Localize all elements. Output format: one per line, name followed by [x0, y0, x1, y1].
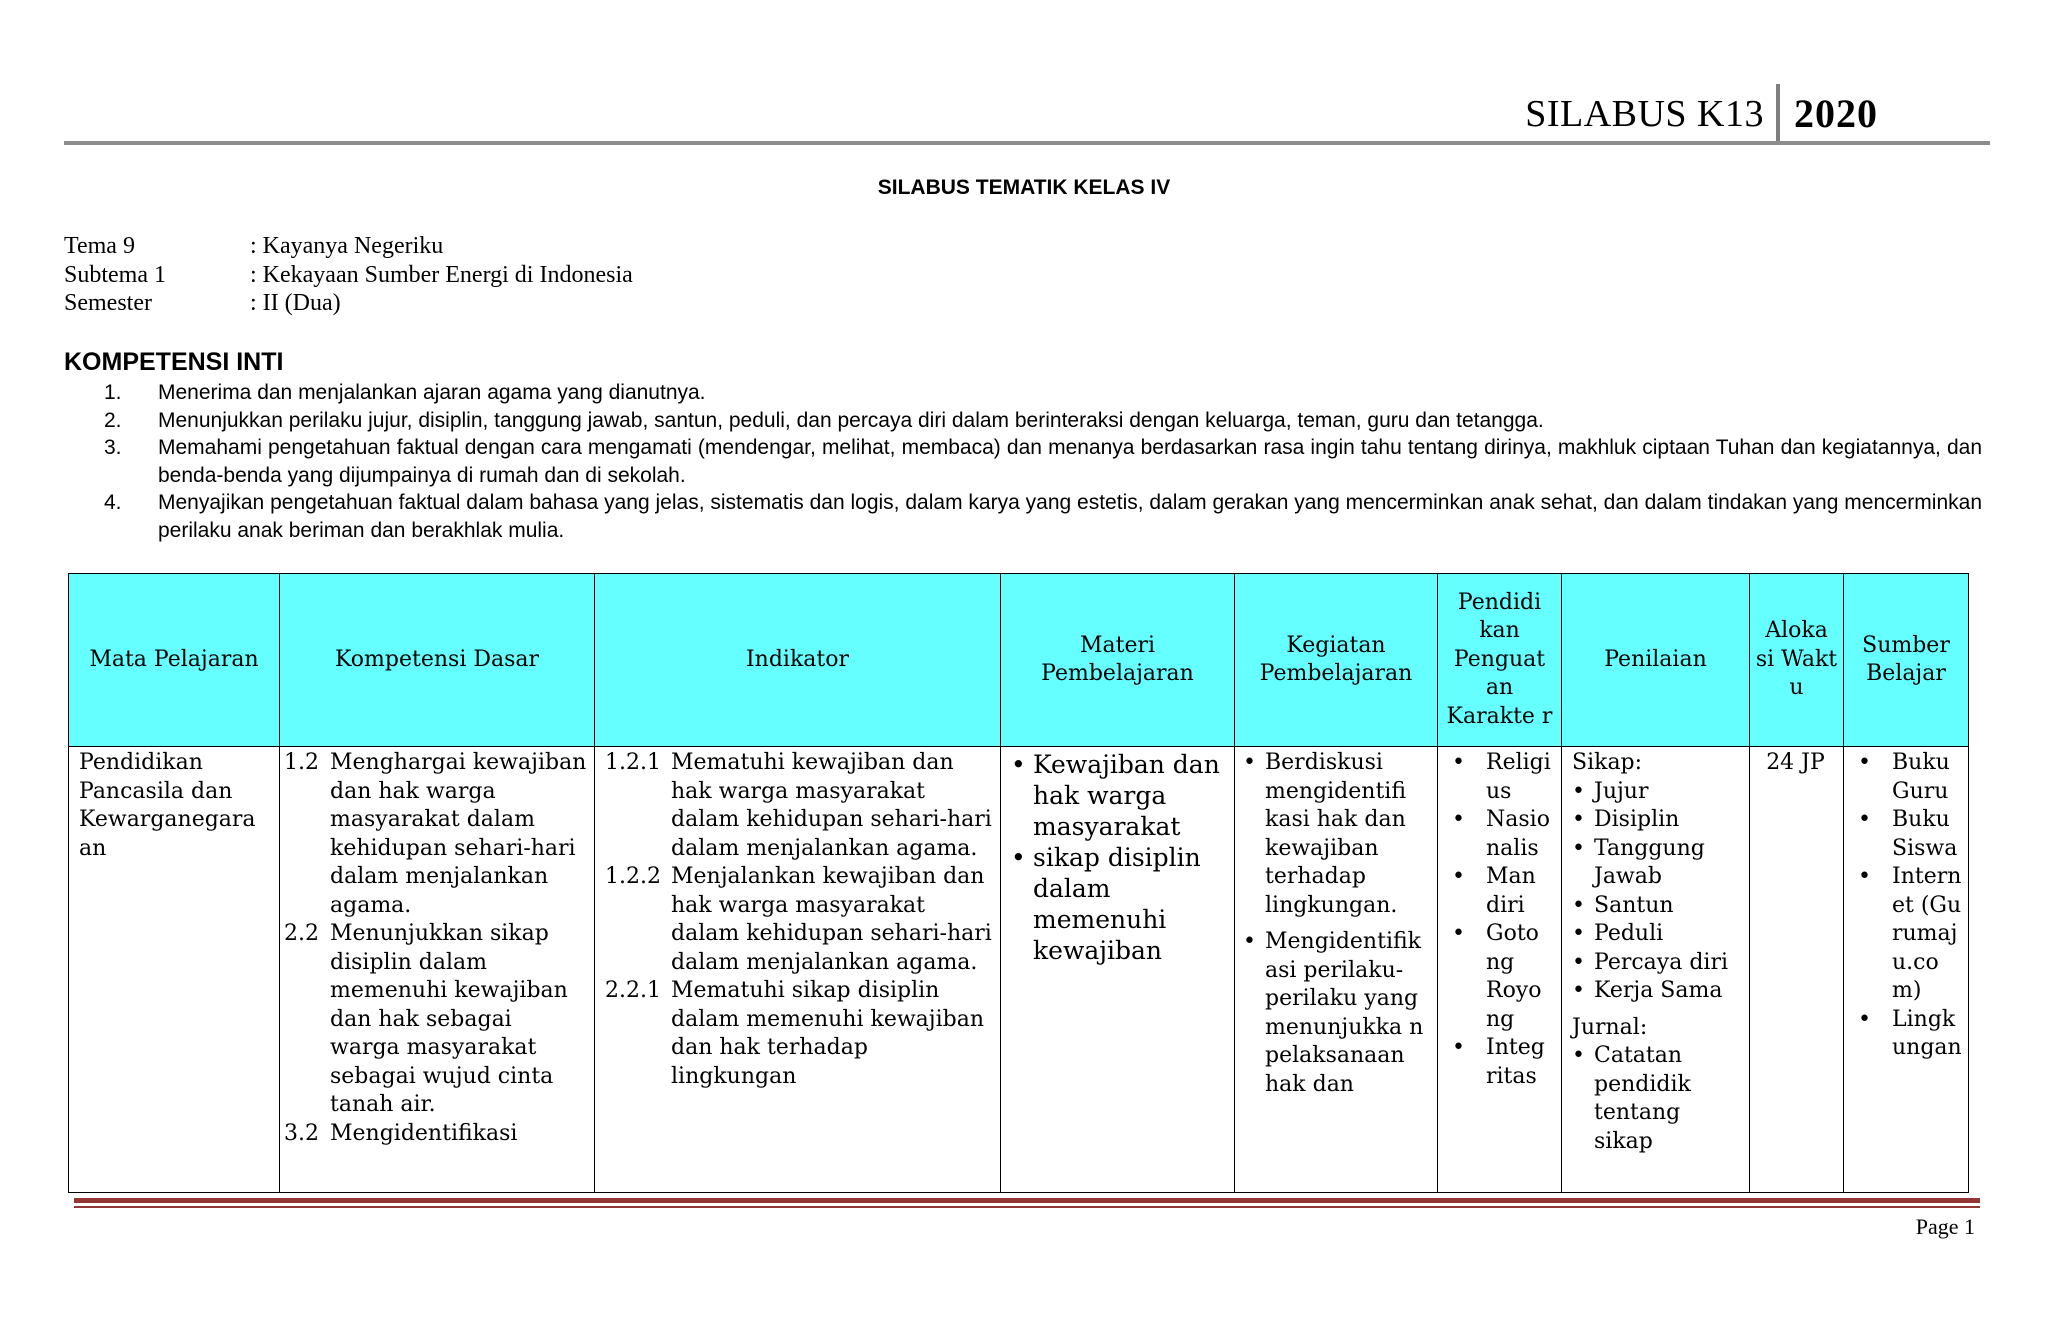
list-item-number: 1.2 — [284, 750, 319, 775]
list-item — [1858, 749, 1962, 806]
document-meta — [64, 232, 633, 318]
list-item — [1572, 778, 1743, 807]
list-item-text: Goto ng Royo ng — [1486, 921, 1542, 1032]
meta-row-subtema — [64, 261, 633, 290]
list-item-number: 2. — [104, 408, 122, 432]
bullet-icon: • — [1572, 1043, 1585, 1068]
list-item-text: Lingkungan — [1892, 1006, 1962, 1060]
bullet-icon: • — [1452, 921, 1465, 946]
page-header — [1525, 84, 1878, 144]
bullet-icon: • — [1858, 750, 1871, 775]
list-item — [605, 749, 994, 863]
bullet-icon: • — [1452, 864, 1465, 889]
penilaian-sikap-label: Sikap: — [1572, 750, 1643, 775]
bullet-icon: • — [1858, 864, 1871, 889]
list-item — [284, 920, 588, 1120]
document-title: SILABUS TEMATIK KELAS IV — [877, 176, 1171, 199]
silabus-table — [68, 573, 1969, 1193]
bullet-icon: • — [1572, 949, 1585, 975]
list-item-text: Santun — [1594, 892, 1674, 918]
list-item-text: Menunjukkan perilaku jujur, disiplin, tanggung jawab, santun, peduli, dan percaya diri dalam berinteraksi dengan keluarga, teman, guru dan tetangga. — [158, 408, 1544, 432]
meta-label: Tema 9 — [64, 233, 135, 259]
list-item-text: Tanggung Jawab — [1594, 835, 1705, 889]
list-item-number: 1.2.2 — [605, 864, 661, 889]
bullet-icon: • — [1452, 750, 1465, 775]
bullet-icon: • — [1858, 807, 1871, 832]
meta-row-tema — [64, 232, 633, 261]
list-item-text: Nasio nalis — [1486, 807, 1550, 861]
column-header-ppk: Pendidi kan Penguat an Karakte r — [1438, 574, 1562, 747]
list-item-text: Percaya diri — [1594, 949, 1728, 975]
list-item — [1011, 749, 1228, 842]
list-item-text: Menjalankan kewajiban dan hak warga masyarakat dalam kehidupan sehari-hari dalam menjalankan agama. — [671, 864, 992, 975]
list-item-text: Menghargai kewajiban dan hak warga masyarakat dalam kehidupan sehari-hari dalam menjalankan agama. — [330, 750, 587, 918]
list-item — [284, 1120, 588, 1149]
cell-text: 24 JP — [1766, 750, 1825, 775]
kompetensi-inti-heading: KOMPETENSI INTI — [64, 348, 284, 376]
list-item-number: 4. — [104, 491, 122, 514]
meta-value: : Kayanya Negeriku — [250, 233, 444, 259]
bullet-icon: • — [1452, 807, 1465, 832]
bullet-icon: • — [1572, 835, 1585, 861]
list-item-number: 1.2.1 — [605, 750, 661, 775]
silabus-table-wrapper — [68, 573, 1968, 1193]
bullet-icon: • — [1572, 807, 1585, 832]
list-item-text: Kewajiban dan hak warga masyarakat — [1033, 750, 1220, 841]
column-header-mapel: Mata Pelajaran — [69, 574, 280, 747]
column-header-kegiatan: Kegiatan Pembelajaran — [1235, 574, 1438, 747]
list-item-number: 2.2 — [284, 921, 319, 946]
list-item-number: 1. — [104, 381, 122, 404]
meta-row-semester — [64, 289, 633, 318]
list-item — [1452, 863, 1555, 920]
list-item-text: Buku Siswa — [1892, 807, 1958, 861]
cell-indikator — [595, 747, 1001, 1193]
list-item — [1858, 1006, 1962, 1063]
list-item-text: Buku Guru — [1892, 750, 1950, 804]
list-item-text: Religi us — [1486, 750, 1551, 804]
list-item-text: Disiplin — [1594, 807, 1680, 832]
meta-value: : II (Dua) — [250, 290, 341, 316]
kompetensi-inti-list — [104, 379, 1982, 544]
list-item-number: 3. — [104, 436, 122, 459]
meta-value: : Kekayaan Sumber Energi di Indonesia — [250, 261, 633, 288]
bullet-icon: • — [1452, 1035, 1465, 1060]
list-item — [104, 489, 1982, 544]
penilaian-jurnal-label: Jurnal: — [1572, 1014, 1648, 1040]
column-header-alokasi: Aloka si Wakt u — [1750, 574, 1844, 747]
list-item — [1572, 920, 1743, 949]
list-item — [1452, 749, 1555, 806]
list-item-text: Memahami pengetahuan faktual dengan cara mengamati (mendengar, melihat, membaca) dan menanya berdasarkan rasa ingin tahu tentang dirinya, makhluk ciptaan Tuhan dan kegiatannya, dan benda-benda yang dijumpainya di rumah dan di sekolah. — [158, 436, 1982, 487]
cell-mapel — [69, 747, 280, 1193]
list-item — [1243, 749, 1431, 920]
table-row — [69, 747, 1969, 1193]
meta-label: Subtema 1 — [64, 261, 166, 288]
list-item-text: Catatan pendidik tentang sikap — [1594, 1043, 1691, 1154]
column-header-sumber: Sumber Belajar — [1844, 574, 1969, 747]
bullet-icon: • — [1858, 1006, 1871, 1032]
meta-label: Semester — [64, 290, 152, 316]
cell-text: Pendidikan Pancasila dan Kewarganegara an — [79, 750, 256, 861]
bullet-icon: • — [1011, 750, 1026, 779]
footer-rule-thin — [74, 1206, 1980, 1208]
list-item — [1572, 806, 1743, 835]
list-item-text: Integ ritas — [1486, 1035, 1545, 1089]
cell-alokasi — [1750, 747, 1844, 1193]
list-item-text: Peduli — [1594, 921, 1664, 946]
bullet-icon: • — [1572, 778, 1585, 804]
list-item-text: Mematuhi kewajiban dan hak warga masyarakat dalam kehidupan sehari-hari dalam menjalankan agama. — [671, 750, 992, 861]
list-item-number: 3.2 — [284, 1120, 319, 1146]
list-item — [1011, 842, 1228, 966]
list-item — [1452, 1034, 1555, 1091]
list-item — [1858, 806, 1962, 863]
cell-kompetensi-dasar — [280, 747, 595, 1193]
list-item — [1572, 977, 1743, 1006]
list-item-text: Internet (Gurumaju.com) — [1892, 864, 1962, 1003]
list-item — [1572, 835, 1743, 892]
list-item-number: 2.2.1 — [605, 978, 661, 1003]
list-item — [284, 749, 588, 920]
list-item — [605, 977, 994, 1091]
list-item-text: Mengidentifik asi perilaku-perilaku yang menunjukka n pelaksanaan hak dan — [1265, 929, 1424, 1097]
list-item-text: Man diri — [1486, 864, 1536, 918]
bullet-icon: • — [1243, 929, 1256, 954]
column-header-penilaian: Penilaian — [1562, 574, 1750, 747]
list-item — [1243, 928, 1431, 1099]
bullet-icon: • — [1011, 843, 1026, 872]
list-item-text: Menyajikan pengetahuan faktual dalam bahasa yang jelas, sistematis dan logis, dalam karya yang estetis, dalam gerakan yang mencerminkan anak sehat, dan dalam tindakan yang mencerminkan perilaku anak beriman dan berakhlak mulia. — [158, 491, 1982, 542]
list-item-text: Menunjukkan sikap disiplin dalam memenuhi kewajiban dan hak sebagai warga masyarakat sebagai wujud cinta tanah air. — [330, 921, 568, 1117]
cell-ppk — [1438, 747, 1562, 1193]
bullet-icon: • — [1572, 921, 1585, 946]
page-number: Page 1 — [1915, 1214, 1975, 1239]
list-item-text: Menerima dan menjalankan ajaran agama yang dianutnya. — [158, 381, 706, 404]
header-year: 2020 — [1794, 91, 1878, 136]
list-item — [104, 407, 1982, 435]
footer-rule — [74, 1198, 1980, 1203]
column-header-indikator: Indikator — [595, 574, 1001, 747]
header-rule — [64, 141, 1990, 145]
list-item — [1572, 1042, 1743, 1156]
bullet-icon: • — [1572, 892, 1585, 918]
table-header-row — [69, 574, 1969, 747]
list-item — [1858, 863, 1962, 1006]
bullet-icon: • — [1572, 978, 1585, 1003]
bullet-icon: • — [1243, 750, 1256, 775]
cell-kegiatan — [1235, 747, 1438, 1193]
column-header-materi: Materi Pembelajaran — [1001, 574, 1235, 747]
header-title: SILABUS K13 — [1525, 93, 1764, 135]
cell-materi — [1001, 747, 1235, 1193]
list-item-text: Jujur — [1594, 778, 1649, 804]
list-item — [605, 863, 994, 977]
list-item-text: sikap disiplin dalam memenuhi kewajiban — [1033, 843, 1201, 965]
list-item-text: Berdiskusi mengidentifi kasi hak dan kewajiban terhadap lingkungan. — [1265, 750, 1406, 918]
list-item — [104, 379, 1982, 407]
cell-penilaian — [1562, 747, 1750, 1193]
list-item — [1452, 806, 1555, 863]
list-item — [1572, 949, 1743, 978]
list-item — [104, 434, 1982, 489]
list-item-text: Kerja Sama — [1594, 978, 1723, 1003]
list-item-text: Mengidentifikasi — [330, 1120, 518, 1146]
list-item-text: Mematuhi sikap disiplin dalam memenuhi kewajiban dan hak terhadap lingkungan — [671, 978, 985, 1089]
cell-sumber — [1844, 747, 1969, 1193]
list-item — [1452, 920, 1555, 1034]
column-header-kompetensi-dasar: Kompetensi Dasar — [280, 574, 595, 747]
list-item — [1572, 892, 1743, 921]
